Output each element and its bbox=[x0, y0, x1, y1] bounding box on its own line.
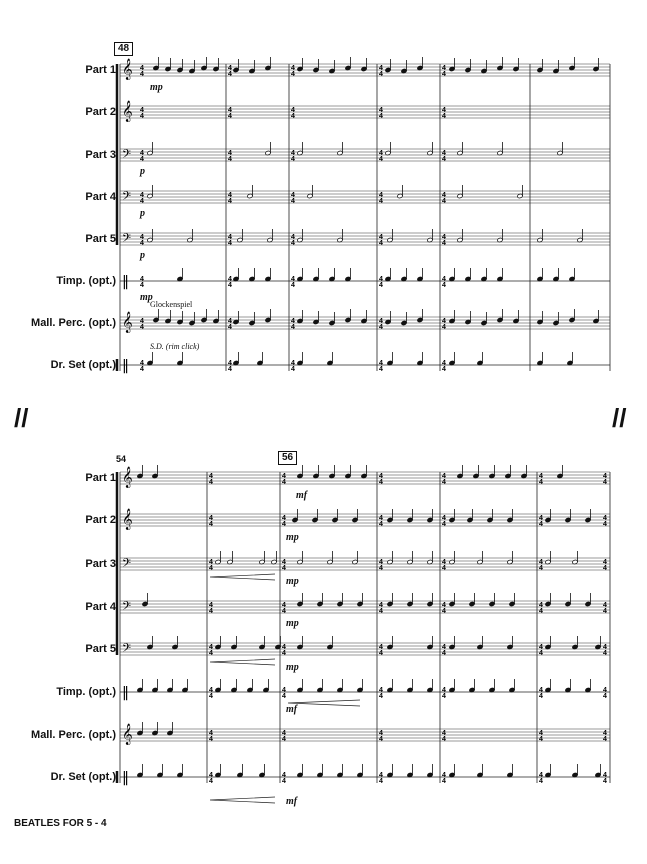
time-signature-lower: 4 bbox=[282, 479, 286, 486]
time-signature-upper: 4 bbox=[379, 107, 383, 114]
time-signature-upper: 4 bbox=[539, 644, 543, 651]
time-signature-lower: 4 bbox=[209, 565, 213, 572]
time-signature-lower: 4 bbox=[291, 198, 295, 205]
time-signature-lower: 4 bbox=[379, 71, 383, 78]
time-signature-upper: 4 bbox=[603, 730, 607, 737]
time-signature-upper: 4 bbox=[442, 318, 446, 325]
time-signature-upper: 4 bbox=[442, 234, 446, 241]
time-signature-lower: 4 bbox=[442, 693, 446, 700]
time-signature-upper: 4 bbox=[603, 515, 607, 522]
time-signature-lower: 4 bbox=[140, 240, 144, 247]
time-signature-upper: 4 bbox=[379, 772, 383, 779]
time-signature-lower: 4 bbox=[209, 778, 213, 785]
time-signature-lower: 4 bbox=[209, 479, 213, 486]
time-signature-lower: 4 bbox=[603, 479, 607, 486]
time-signature-upper: 4 bbox=[442, 360, 446, 367]
rehearsal-mark-48: 48 bbox=[114, 42, 133, 56]
time-signature-upper: 4 bbox=[209, 473, 213, 480]
time-signature-lower: 4 bbox=[539, 693, 543, 700]
time-signature-lower: 4 bbox=[291, 113, 295, 120]
time-signature-upper: 4 bbox=[140, 234, 144, 241]
time-signature-lower: 4 bbox=[442, 736, 446, 743]
perc-clef-icon: ‖ bbox=[122, 685, 129, 701]
perc-clef-icon: ‖ bbox=[122, 274, 129, 290]
time-signature-upper: 4 bbox=[442, 65, 446, 72]
bass-clef-icon: 𝄢 bbox=[122, 190, 132, 206]
time-signature-upper: 4 bbox=[228, 360, 232, 367]
time-signature-lower: 4 bbox=[603, 521, 607, 528]
part-label: Timp. (opt.) bbox=[56, 275, 116, 287]
time-signature-lower: 4 bbox=[282, 693, 286, 700]
time-signature-lower: 4 bbox=[291, 240, 295, 247]
time-signature-upper: 4 bbox=[140, 107, 144, 114]
time-signature-lower: 4 bbox=[228, 198, 232, 205]
part-label: Part 2 bbox=[85, 514, 116, 526]
time-signature-upper: 4 bbox=[379, 644, 383, 651]
time-signature-lower: 4 bbox=[291, 366, 295, 373]
time-signature-upper: 4 bbox=[379, 730, 383, 737]
time-signature-upper: 4 bbox=[209, 687, 213, 694]
time-signature-upper: 4 bbox=[603, 644, 607, 651]
time-signature-lower: 4 bbox=[442, 324, 446, 331]
time-signature-upper: 4 bbox=[140, 192, 144, 199]
time-signature-upper: 4 bbox=[539, 730, 543, 737]
time-signature-lower: 4 bbox=[209, 693, 213, 700]
time-signature-upper: 4 bbox=[291, 318, 295, 325]
time-signature-upper: 4 bbox=[379, 234, 383, 241]
time-signature-upper: 4 bbox=[282, 515, 286, 522]
time-signature-upper: 4 bbox=[209, 602, 213, 609]
time-signature-lower: 4 bbox=[539, 521, 543, 528]
time-signature-lower: 4 bbox=[379, 778, 383, 785]
time-signature-upper: 4 bbox=[442, 192, 446, 199]
time-signature-upper: 4 bbox=[442, 276, 446, 283]
part-label: Dr. Set (opt.) bbox=[50, 771, 116, 783]
time-signature-lower: 4 bbox=[442, 366, 446, 373]
time-signature-lower: 4 bbox=[379, 240, 383, 247]
part-label: Part 5 bbox=[85, 233, 116, 245]
part-label: Part 4 bbox=[85, 601, 116, 613]
time-signature-upper: 4 bbox=[209, 644, 213, 651]
bass-clef-icon: 𝄢 bbox=[122, 642, 132, 658]
time-signature-lower: 4 bbox=[603, 693, 607, 700]
time-signature-upper: 4 bbox=[140, 360, 144, 367]
time-signature-lower: 4 bbox=[442, 521, 446, 528]
time-signature-lower: 4 bbox=[539, 736, 543, 743]
bass-clef-icon: 𝄢 bbox=[122, 232, 132, 248]
time-signature-upper: 4 bbox=[228, 192, 232, 199]
time-signature-upper: 4 bbox=[603, 772, 607, 779]
time-signature-lower: 4 bbox=[140, 71, 144, 78]
treble-clef-icon: 𝄞 bbox=[122, 509, 133, 530]
dynamic-mp: mp bbox=[286, 618, 299, 629]
time-signature-lower: 4 bbox=[442, 650, 446, 657]
time-signature-upper: 4 bbox=[140, 276, 144, 283]
time-signature-lower: 4 bbox=[209, 650, 213, 657]
time-signature-upper: 4 bbox=[228, 234, 232, 241]
time-signature-upper: 4 bbox=[228, 276, 232, 283]
bass-clef-icon: 𝄢 bbox=[122, 557, 132, 573]
time-signature-upper: 4 bbox=[291, 65, 295, 72]
time-signature-upper: 4 bbox=[379, 515, 383, 522]
time-signature-lower: 4 bbox=[291, 156, 295, 163]
time-signature-upper: 4 bbox=[228, 65, 232, 72]
time-signature-lower: 4 bbox=[228, 324, 232, 331]
dynamic-mf: mf bbox=[296, 490, 308, 501]
time-signature-upper: 4 bbox=[291, 234, 295, 241]
time-signature-lower: 4 bbox=[209, 736, 213, 743]
dynamic-p: p bbox=[140, 166, 145, 177]
time-signature-upper: 4 bbox=[603, 559, 607, 566]
time-signature-upper: 4 bbox=[539, 559, 543, 566]
time-signature-upper: 4 bbox=[379, 473, 383, 480]
time-signature-upper: 4 bbox=[291, 192, 295, 199]
time-signature-lower: 4 bbox=[228, 71, 232, 78]
time-signature-lower: 4 bbox=[282, 608, 286, 615]
time-signature-lower: 4 bbox=[379, 565, 383, 572]
time-signature-lower: 4 bbox=[603, 736, 607, 743]
time-signature-upper: 4 bbox=[379, 687, 383, 694]
time-signature-lower: 4 bbox=[228, 282, 232, 289]
time-signature-lower: 4 bbox=[379, 736, 383, 743]
time-signature-lower: 4 bbox=[379, 608, 383, 615]
time-signature-upper: 4 bbox=[379, 602, 383, 609]
perc-clef-icon: ‖ bbox=[122, 770, 129, 786]
time-signature-lower: 4 bbox=[228, 113, 232, 120]
treble-clef-icon: 𝄞 bbox=[122, 312, 133, 333]
time-signature-lower: 4 bbox=[539, 479, 543, 486]
time-signature-upper: 4 bbox=[228, 107, 232, 114]
time-signature-upper: 4 bbox=[603, 473, 607, 480]
time-signature-lower: 4 bbox=[291, 324, 295, 331]
time-signature-upper: 4 bbox=[282, 644, 286, 651]
time-signature-upper: 4 bbox=[291, 360, 295, 367]
time-signature-lower: 4 bbox=[379, 366, 383, 373]
time-signature-upper: 4 bbox=[442, 559, 446, 566]
part-label: Part 3 bbox=[85, 558, 116, 570]
snare-text: S.D. (rim click) bbox=[150, 342, 200, 351]
dynamic-mp: mp bbox=[286, 532, 299, 543]
time-signature-lower: 4 bbox=[442, 240, 446, 247]
time-signature-lower: 4 bbox=[228, 240, 232, 247]
time-signature-upper: 4 bbox=[291, 150, 295, 157]
time-signature-lower: 4 bbox=[539, 650, 543, 657]
time-signature-upper: 4 bbox=[282, 687, 286, 694]
time-signature-upper: 4 bbox=[442, 602, 446, 609]
time-signature-lower: 4 bbox=[442, 608, 446, 615]
time-signature-lower: 4 bbox=[442, 71, 446, 78]
time-signature-upper: 4 bbox=[209, 730, 213, 737]
time-signature-lower: 4 bbox=[379, 521, 383, 528]
time-signature-lower: 4 bbox=[379, 479, 383, 486]
time-signature-lower: 4 bbox=[442, 113, 446, 120]
time-signature-lower: 4 bbox=[442, 565, 446, 572]
dynamic-mp: mp bbox=[140, 292, 153, 303]
treble-clef-icon: 𝄞 bbox=[122, 467, 133, 488]
time-signature-upper: 4 bbox=[539, 772, 543, 779]
treble-clef-icon: 𝄞 bbox=[122, 101, 133, 122]
time-signature-lower: 4 bbox=[140, 366, 144, 373]
time-signature-upper: 4 bbox=[282, 602, 286, 609]
time-signature-upper: 4 bbox=[379, 276, 383, 283]
time-signature-upper: 4 bbox=[291, 107, 295, 114]
time-signature-upper: 4 bbox=[379, 192, 383, 199]
time-signature-lower: 4 bbox=[282, 565, 286, 572]
hairpin bbox=[210, 574, 275, 580]
time-signature-upper: 4 bbox=[539, 687, 543, 694]
part-label: Mall. Perc. (opt.) bbox=[31, 317, 116, 329]
time-signature-upper: 4 bbox=[539, 515, 543, 522]
time-signature-lower: 4 bbox=[539, 778, 543, 785]
time-signature-lower: 4 bbox=[209, 608, 213, 615]
part-label: Part 5 bbox=[85, 643, 116, 655]
time-signature-upper: 4 bbox=[603, 602, 607, 609]
part-label: Part 1 bbox=[85, 64, 116, 76]
time-signature-lower: 4 bbox=[140, 156, 144, 163]
time-signature-lower: 4 bbox=[442, 778, 446, 785]
time-signature-upper: 4 bbox=[442, 644, 446, 651]
time-signature-upper: 4 bbox=[140, 318, 144, 325]
time-signature-lower: 4 bbox=[209, 521, 213, 528]
time-signature-lower: 4 bbox=[539, 608, 543, 615]
time-signature-upper: 4 bbox=[442, 515, 446, 522]
time-signature-lower: 4 bbox=[282, 521, 286, 528]
time-signature-upper: 4 bbox=[379, 318, 383, 325]
dynamic-mf: mf bbox=[286, 796, 298, 807]
time-signature-lower: 4 bbox=[140, 282, 144, 289]
hairpin bbox=[288, 700, 360, 706]
hairpin bbox=[210, 797, 275, 803]
time-signature-upper: 4 bbox=[442, 107, 446, 114]
time-signature-upper: 4 bbox=[442, 772, 446, 779]
part-label: Mall. Perc. (opt.) bbox=[31, 729, 116, 741]
time-signature-upper: 4 bbox=[209, 772, 213, 779]
time-signature-lower: 4 bbox=[291, 282, 295, 289]
treble-clef-icon: 𝄞 bbox=[122, 59, 133, 80]
time-signature-lower: 4 bbox=[282, 778, 286, 785]
time-signature-lower: 4 bbox=[140, 198, 144, 205]
treble-clef-icon: 𝄞 bbox=[122, 724, 133, 745]
time-signature-upper: 4 bbox=[140, 150, 144, 157]
time-signature-upper: 4 bbox=[282, 559, 286, 566]
time-signature-lower: 4 bbox=[228, 156, 232, 163]
system-break-right: // bbox=[612, 403, 627, 433]
time-signature-lower: 4 bbox=[603, 565, 607, 572]
part-label: Part 3 bbox=[85, 149, 116, 161]
time-signature-lower: 4 bbox=[379, 282, 383, 289]
perc-clef-icon: ‖ bbox=[122, 358, 129, 374]
time-signature-upper: 4 bbox=[379, 559, 383, 566]
time-signature-upper: 4 bbox=[539, 473, 543, 480]
bass-clef-icon: 𝄢 bbox=[122, 600, 132, 616]
part-label: Part 2 bbox=[85, 106, 116, 118]
time-signature-lower: 4 bbox=[282, 736, 286, 743]
time-signature-upper: 4 bbox=[291, 276, 295, 283]
dynamic-mp: mp bbox=[286, 662, 299, 673]
dynamic-p: p bbox=[140, 208, 145, 219]
time-signature-upper: 4 bbox=[209, 559, 213, 566]
time-signature-lower: 4 bbox=[442, 198, 446, 205]
dynamic-mf: mf bbox=[286, 704, 298, 715]
time-signature-upper: 4 bbox=[442, 687, 446, 694]
time-signature-upper: 4 bbox=[379, 150, 383, 157]
system-break-left: // bbox=[14, 403, 29, 433]
time-signature-upper: 4 bbox=[282, 772, 286, 779]
part-label: Dr. Set (opt.) bbox=[50, 359, 116, 371]
time-signature-lower: 4 bbox=[379, 113, 383, 120]
time-signature-lower: 4 bbox=[603, 778, 607, 785]
time-signature-lower: 4 bbox=[539, 565, 543, 572]
time-signature-lower: 4 bbox=[228, 366, 232, 373]
part-label: Part 4 bbox=[85, 191, 116, 203]
time-signature-lower: 4 bbox=[442, 156, 446, 163]
time-signature-lower: 4 bbox=[379, 156, 383, 163]
time-signature-lower: 4 bbox=[291, 71, 295, 78]
hairpin bbox=[210, 659, 275, 665]
time-signature-upper: 4 bbox=[209, 515, 213, 522]
time-signature-lower: 4 bbox=[379, 693, 383, 700]
time-signature-lower: 4 bbox=[442, 479, 446, 486]
rehearsal-mark-56: 56 bbox=[278, 451, 297, 465]
bass-clef-icon: 𝄢 bbox=[122, 148, 132, 164]
time-signature-lower: 4 bbox=[603, 608, 607, 615]
time-signature-upper: 4 bbox=[603, 687, 607, 694]
dynamic-mp: mp bbox=[150, 82, 163, 93]
time-signature-upper: 4 bbox=[442, 473, 446, 480]
time-signature-upper: 4 bbox=[282, 730, 286, 737]
time-signature-lower: 4 bbox=[282, 650, 286, 657]
time-signature-lower: 4 bbox=[442, 282, 446, 289]
time-signature-upper: 4 bbox=[379, 65, 383, 72]
measure-number: 54 bbox=[116, 454, 127, 464]
glockenspiel-text: Glockenspiel bbox=[150, 300, 193, 309]
time-signature-lower: 4 bbox=[140, 113, 144, 120]
time-signature-upper: 4 bbox=[442, 150, 446, 157]
page-footer: BEATLES FOR 5 - 4 bbox=[14, 818, 107, 829]
part-label: Timp. (opt.) bbox=[56, 686, 116, 698]
dynamic-mp: mp bbox=[286, 576, 299, 587]
time-signature-lower: 4 bbox=[379, 324, 383, 331]
time-signature-upper: 4 bbox=[379, 360, 383, 367]
time-signature-upper: 4 bbox=[282, 473, 286, 480]
time-signature-lower: 4 bbox=[603, 650, 607, 657]
time-signature-upper: 4 bbox=[228, 318, 232, 325]
time-signature-upper: 4 bbox=[442, 730, 446, 737]
part-label: Part 1 bbox=[85, 472, 116, 484]
time-signature-upper: 4 bbox=[140, 65, 144, 72]
time-signature-lower: 4 bbox=[379, 198, 383, 205]
time-signature-lower: 4 bbox=[140, 324, 144, 331]
time-signature-upper: 4 bbox=[539, 602, 543, 609]
time-signature-lower: 4 bbox=[379, 650, 383, 657]
dynamic-p: p bbox=[140, 250, 145, 261]
time-signature-upper: 4 bbox=[228, 150, 232, 157]
